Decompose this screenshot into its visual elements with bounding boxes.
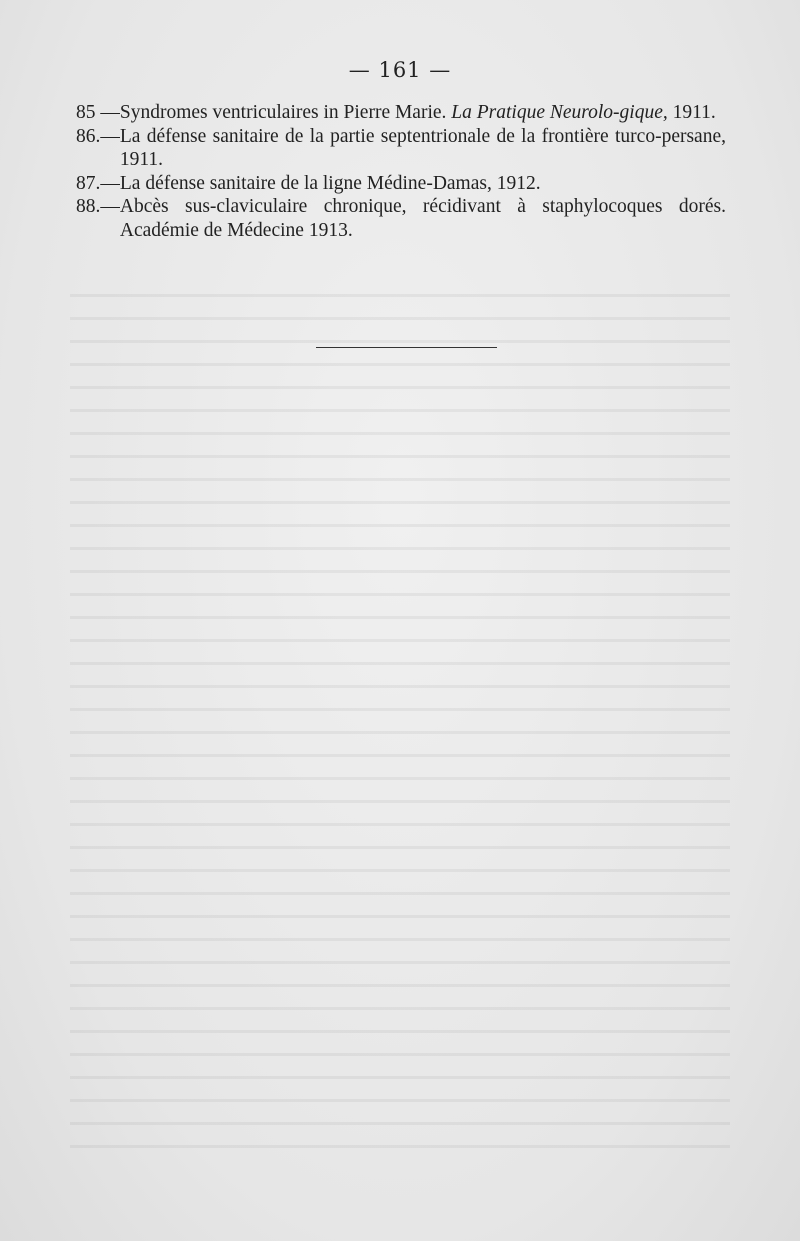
- entry-text: [120, 101, 726, 125]
- section-divider: [316, 347, 497, 348]
- bleed-through-texture: [70, 280, 730, 1150]
- bibliography-list: [76, 101, 726, 243]
- entry-text: La défense sanitaire de la partie septentrionale de la frontière turco-persane, 1911.: [119, 125, 726, 171]
- list-item: [76, 125, 726, 172]
- entry-text: La défense sanitaire de la ligne Médine-Damas, 1912.: [119, 172, 541, 194]
- entry-year: 1911.: [667, 102, 716, 123]
- page-number: — 161 —: [348, 58, 452, 82]
- list-item: [76, 195, 726, 242]
- entry-journal: La Pratique Neurolo-gique,: [451, 102, 668, 123]
- list-item: [76, 172, 726, 196]
- entry-title: Syndromes ventriculaires in Pierre Marie.: [119, 102, 452, 123]
- entry-number: 86.—: [76, 125, 120, 147]
- entry-number: 88.—: [76, 196, 120, 218]
- entry-text: Abcès sus-claviculaire chronique, récidivant à staphylocoques dorés. Académie de Médecine 1913.: [119, 196, 726, 241]
- entry-number: 87.—: [76, 172, 120, 194]
- list-item: [76, 101, 726, 125]
- entry-number: 85 —: [76, 102, 120, 123]
